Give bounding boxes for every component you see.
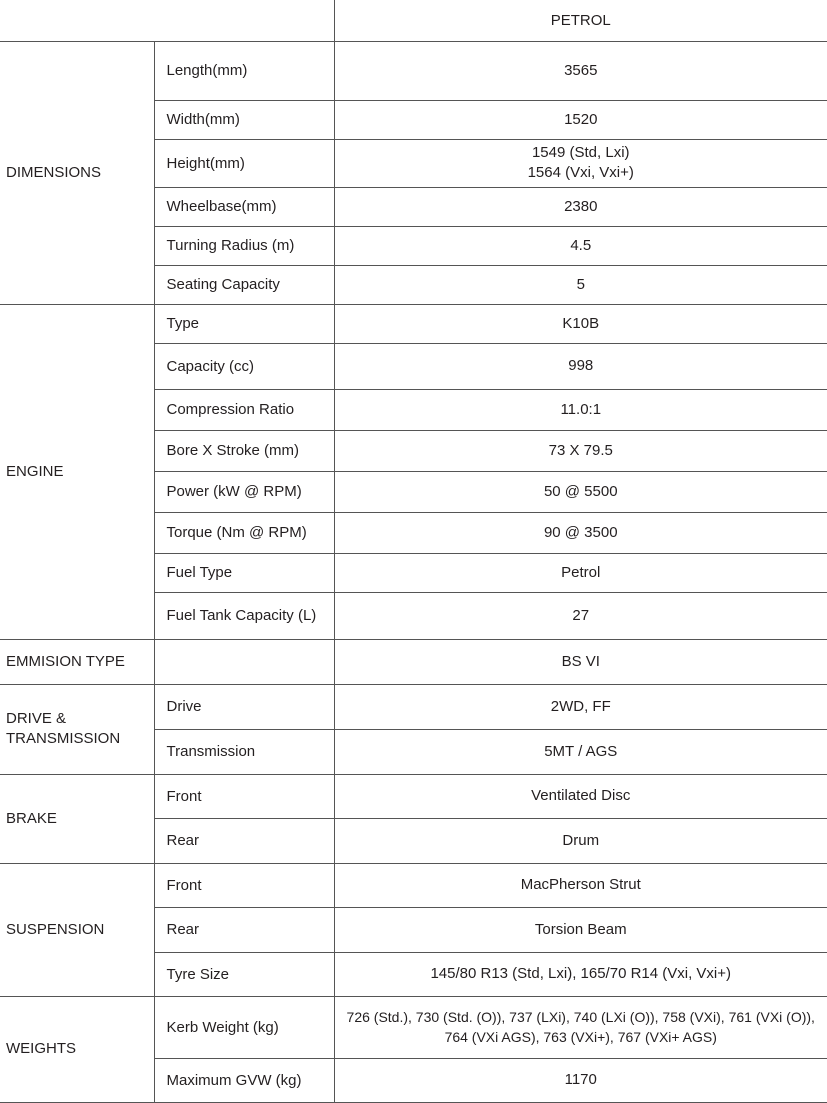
table-row xyxy=(0,996,827,1058)
spec-value: 3565 xyxy=(334,41,827,100)
spec-label: Seating Capacity xyxy=(154,265,334,304)
spec-value: 2380 xyxy=(334,187,827,226)
spec-value: 1170 xyxy=(334,1058,827,1102)
category-line: TRANSMISSION xyxy=(6,729,154,749)
spec-value: 998 xyxy=(334,343,827,389)
spec-label: Capacity (cc) xyxy=(154,343,334,389)
spec-label: Fuel Tank Capacity (L) xyxy=(154,592,334,639)
category-brake: BRAKE xyxy=(0,774,154,863)
spec-value: 2WD, FF xyxy=(334,684,827,729)
spec-label: Transmission xyxy=(154,729,334,774)
spec-value: 73 X 79.5 xyxy=(334,430,827,471)
spec-label: Height(mm) xyxy=(154,139,334,187)
category-weights: WEIGHTS xyxy=(0,996,154,1102)
table-row xyxy=(0,304,827,343)
spec-label: Torque (Nm @ RPM) xyxy=(154,512,334,553)
spec-value: Petrol xyxy=(334,553,827,592)
spec-label: Drive xyxy=(154,684,334,729)
spec-value: K10B xyxy=(334,304,827,343)
spec-value: 145/80 R13 (Std, Lxi), 165/70 R14 (Vxi, Vxi+) xyxy=(334,952,827,996)
spec-value: Ventilated Disc xyxy=(334,774,827,818)
spec-value: 90 @ 3500 xyxy=(334,512,827,553)
spec-label-empty xyxy=(154,639,334,684)
spec-value: 27 xyxy=(334,592,827,639)
category-emmision-type: EMMISION TYPE xyxy=(0,639,154,684)
table-row xyxy=(0,684,827,729)
spec-label: Tyre Size xyxy=(154,952,334,996)
spec-label: Rear xyxy=(154,818,334,863)
spec-value-line: 726 (Std.), 730 (Std. (O)), 737 (LXi), 740 (LXi (O)), 758 (VXi), 761 (VXi (O)), xyxy=(335,1007,827,1027)
spec-label: Fuel Type xyxy=(154,553,334,592)
spec-value-line: 764 (VXi AGS), 763 (VXi+), 767 (VXi+ AGS) xyxy=(335,1027,827,1047)
spec-label: Length(mm) xyxy=(154,41,334,100)
header-blank-cell xyxy=(0,0,334,41)
spec-label: Wheelbase(mm) xyxy=(154,187,334,226)
header-petrol: PETROL xyxy=(334,0,827,41)
spec-label: Kerb Weight (kg) xyxy=(154,996,334,1058)
spec-label: Front xyxy=(154,863,334,907)
spec-label: Power (kW @ RPM) xyxy=(154,471,334,512)
table-row xyxy=(0,41,827,100)
category-line: DRIVE & xyxy=(6,709,154,729)
spec-label: Compression Ratio xyxy=(154,389,334,430)
spec-value: 4.5 xyxy=(334,226,827,265)
category-dimensions: DIMENSIONS xyxy=(0,41,154,304)
table-row xyxy=(0,863,827,907)
spec-value xyxy=(334,996,827,1058)
spec-value: BS VI xyxy=(334,639,827,684)
header-row xyxy=(0,0,827,41)
table-row xyxy=(0,639,827,684)
spec-label: Turning Radius (m) xyxy=(154,226,334,265)
table-row xyxy=(0,774,827,818)
spec-label: Type xyxy=(154,304,334,343)
category-engine: ENGINE xyxy=(0,304,154,639)
spec-label: Bore X Stroke (mm) xyxy=(154,430,334,471)
spec-label: Maximum GVW (kg) xyxy=(154,1058,334,1102)
spec-value: 1520 xyxy=(334,100,827,139)
spec-label: Rear xyxy=(154,907,334,952)
spec-value-line: 1549 (Std, Lxi) xyxy=(335,143,827,163)
category-suspension: SUSPENSION xyxy=(0,863,154,996)
spec-value: 5MT / AGS xyxy=(334,729,827,774)
spec-value: Torsion Beam xyxy=(334,907,827,952)
spec-label: Front xyxy=(154,774,334,818)
spec-label: Width(mm) xyxy=(154,100,334,139)
spec-value: 5 xyxy=(334,265,827,304)
category-drive-transmission xyxy=(0,684,154,774)
spec-value: 11.0:1 xyxy=(334,389,827,430)
spec-value: Drum xyxy=(334,818,827,863)
spec-value: 50 @ 5500 xyxy=(334,471,827,512)
spec-value: MacPherson Strut xyxy=(334,863,827,907)
spec-value xyxy=(334,139,827,187)
spec-value-line: 1564 (Vxi, Vxi+) xyxy=(335,163,827,183)
